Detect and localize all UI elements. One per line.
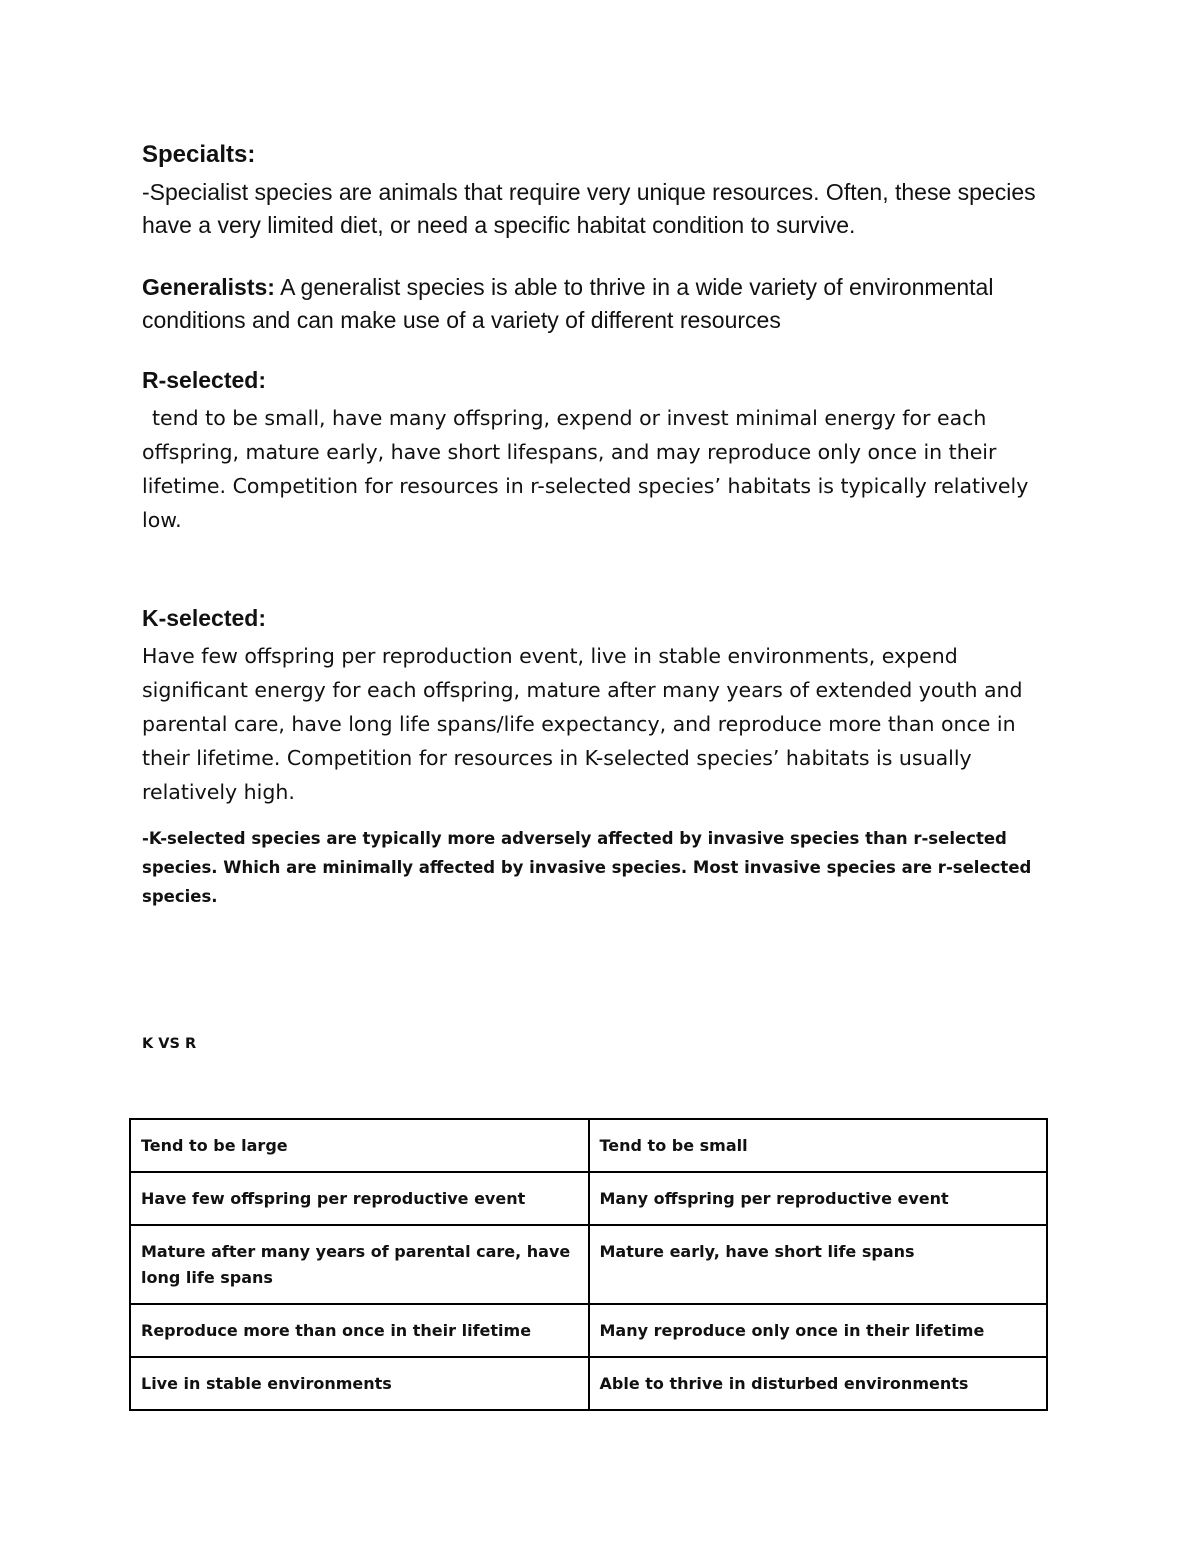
- generalists-text: A generalist species is able to thrive in a wide variety of environmental conditions and can make use of a variety of different resources: [142, 274, 994, 333]
- r-trait-cell: Many offspring per reproductive event: [589, 1172, 1048, 1225]
- k-trait-cell: Mature after many years of parental care, have long life spans: [130, 1225, 589, 1304]
- r-selected-text: [142, 401, 1042, 537]
- table-row: [130, 1225, 1047, 1304]
- r-selected-heading: R-selected:: [142, 367, 266, 393]
- specialists-heading: Specialts:: [142, 141, 256, 168]
- generalists-heading: Generalists:: [142, 274, 275, 300]
- table-row: [130, 1304, 1047, 1357]
- r-trait-cell: Mature early, have short life spans: [589, 1225, 1048, 1304]
- table-row: [130, 1357, 1047, 1410]
- generalists-paragraph: [142, 271, 1062, 337]
- r-trait-cell: Many reproduce only once in their lifetime: [589, 1304, 1048, 1357]
- k-vs-r-table: [129, 1118, 1048, 1411]
- k-trait-cell: Have few offspring per reproductive event: [130, 1172, 589, 1225]
- k-trait-cell: Reproduce more than once in their lifetime: [130, 1304, 589, 1357]
- r-selected-body: tend to be small, have many offspring, expend or invest minimal energy for each offspring, mature early, have short lifespans, and may reproduce only once in their lifetime. Competition for resources in r-selected species’ habitats is typically relatively low.: [142, 406, 1029, 532]
- table-row: [130, 1172, 1047, 1225]
- k-selected-text: Have few offspring per reproduction event, live in stable environments, expend significant energy for each offspring, mature after many years of extended youth and parental care, have long life spans/life expectancy, and reproduce more than once in their lifetime. Competition for resources in K-selected species’ habitats is usually relatively high.: [142, 644, 1023, 804]
- k-trait-cell: Live in stable environments: [130, 1357, 589, 1410]
- comparison-title: K VS R: [142, 1036, 197, 1052]
- k-selected-heading: K-selected:: [142, 605, 266, 631]
- k-trait-cell: Tend to be large: [130, 1119, 589, 1172]
- invasive-species-note: -K-selected species are typically more adversely affected by invasive species than r-selected species. Which are minimally affected by invasive species. Most invasive species are r-selected species.: [142, 829, 1032, 906]
- r-trait-cell: Tend to be small: [589, 1119, 1048, 1172]
- table-row: [130, 1119, 1047, 1172]
- r-trait-cell: Able to thrive in disturbed environments: [589, 1357, 1048, 1410]
- specialists-text: -Specialist species are animals that require very unique resources. Often, these species have a very limited diet, or need a specific habitat condition to survive.: [142, 179, 1036, 238]
